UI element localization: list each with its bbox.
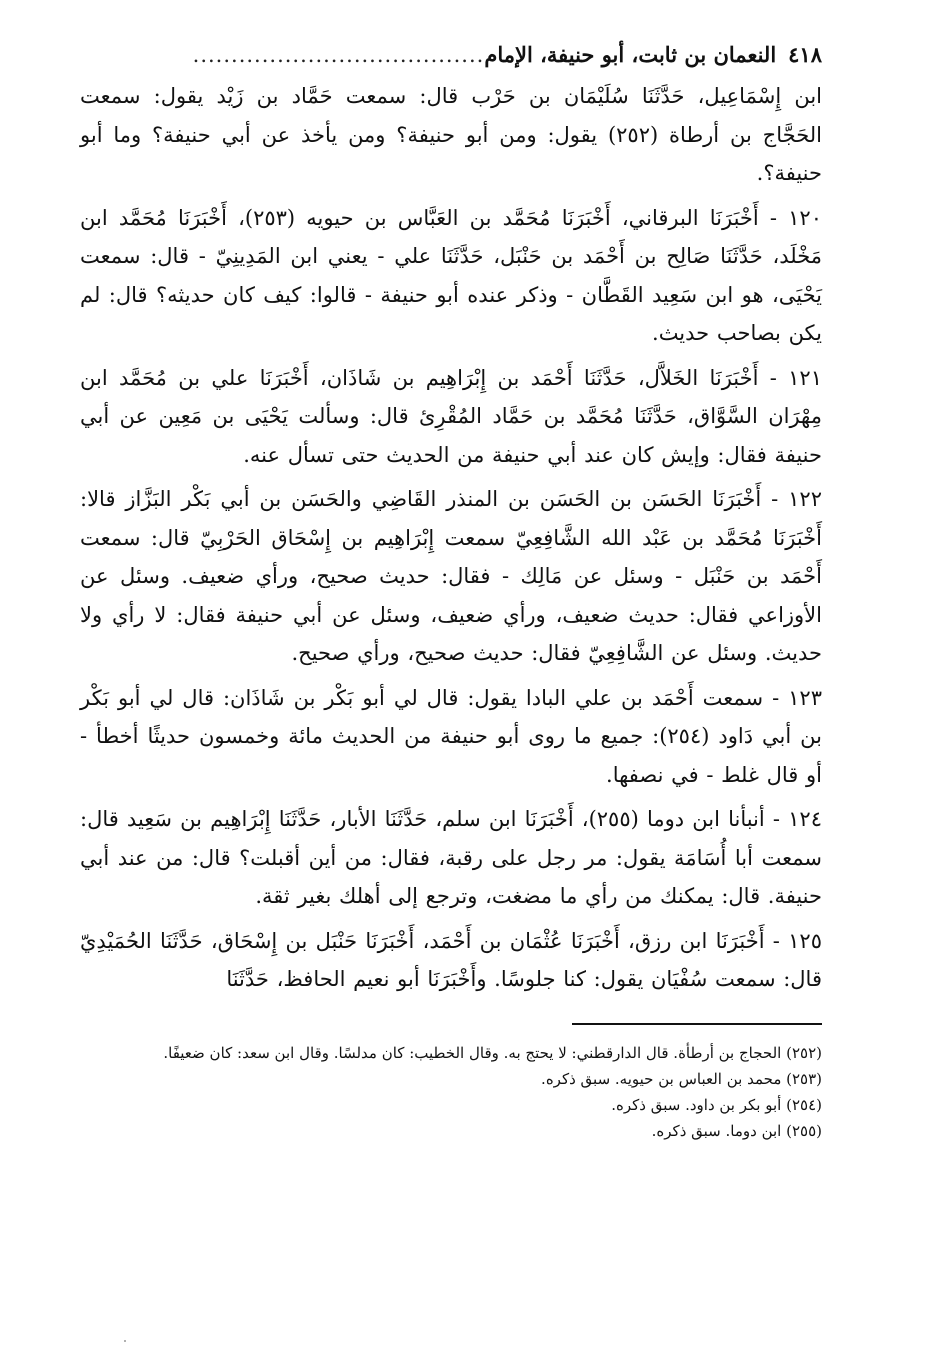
footnote-255: (٢٥٥) ابن دوما. سبق ذكره.: [651, 1121, 822, 1140]
paragraph-121: ١٢١ - أَخْبَرَنَا الخَلاَّل، حَدَّثَنَا أَحْمَد بن إِبْرَاهِيم بن شَاذَان، أَخْبَرَنَا علي بن مُحَمَّد ابن مِهْرَان السَّوَّاق، حَدَّثَنَا مُحَمَّد بن حَمَّاد المُقْرِئ قال: وسألت يَحْيَى بن مَعِين عن أبي حنيفة فقال: وإيش كان عند أبي حنيفة من الحديث حتى تسأل عنه.: [80, 365, 822, 467]
footnote-253: (٢٥٣) محمد بن العباس بن حيويه. سبق ذكره.: [541, 1069, 822, 1088]
running-header: [80, 35, 822, 77]
running-title: النعمان بن ثابت، أبو حنيفة، الإمام: [484, 42, 777, 67]
paragraph-125: ١٢٥ - أَخْبَرَنَا ابن رزق، أَخْبَرَنَا عُثْمَان بن أَحْمَد، أَخْبَرَنَا حَنْبَل بن إِسْحَاق، حَدَّثَنَا الحُمَيْدِيّ قال: سمعت سُفْيَان يقول: كنا جلوسًا. وأَخْبَرَنَا أبو نعيم الحافظ، حَدَّثَنَا: [80, 928, 822, 991]
footnote-252: (٢٥٢) الحجاج بن أرطأة. قال الدارقطني: لا يحتج به. وقال الخطيب: كان مدلسًا. وقال ابن سعد: كان ضعيفًا.: [163, 1043, 822, 1062]
scan-speck: [124, 1340, 126, 1342]
paragraph-124: ١٢٤ - أنبأنا ابن دوما (٢٥٥)، أَخْبَرَنَا ابن سلم، حَدَّثَنَا الأبار، حَدَّثَنَا إِبْرَاهِيم بن سَعِيد قال: سمعت أبا أُسَامَة يقول: مر رجل على رقبة، فقال: من أين أقبلت؟ قال: من عند أبي حنيفة. قال: يمكنك من رأي ما مضغت، وترجع إلى أهلك بغير ثقة.: [80, 807, 822, 908]
main-text: [80, 77, 822, 999]
paragraph-continuation: ابن إِسْمَاعِيل، حَدَّثَنَا سُلَيْمَان بن حَرْب قال: سمعت حَمَّاد بن زَيْد يقول: سمعت الحَجَّاج بن أرطاة (٢٥٢) يقول: ومن أبو حنيفة؟ ومن يأخذ عن أبي حنيفة؟ وما أبو حنيفة؟.: [80, 84, 822, 185]
page-number: ٤١٨: [788, 42, 822, 67]
paragraph-122: ١٢٢ - أَخْبَرَنَا الحَسَن بن الحَسَن بن المنذر القَاضِي والحَسَن بن أبي بَكْر البَزَّاز قالا: أَخْبَرَنَا مُحَمَّد بن عَبْد الله الشَّافِعِيّ سمعت إِبْرَاهِيم بن إِسْحَاق الحَرْبِيّ قال: سمعت أَحْمَد بن حَنْبَل - وسئل عن مَالِك - فقال: حديث صحيح، ورأي ضعيف. وسئل عن الأوزاعي فقال: حديث ضعيف، ورأي ضعيف، وسئل عن أبي حنيفة فقال: لا رأي ولا حديث. وسئل عن الشَّافِعِيّ فقال: حديث صحيح، ورأي صحيح.: [80, 487, 822, 665]
footnotes: [80, 1041, 822, 1143]
paragraph-120: ١٢٠ - أَخْبَرَنَا البرقاني، أَخْبَرَنَا مُحَمَّد بن العَبَّاس بن حيويه (٢٥٣)، أَخْبَرَنَا مُحَمَّد ابن مَخْلَد، حَدَّثَنَا صَالِح بن أَحْمَد بن حَنْبَل، حَدَّثَنَا علي - يعني ابن المَدِينِيّ - قال: سمعت يَحْيَى، هو ابن سَعِيد القَطَّان - وذكر عنده أبو حنيفة - قالوا: كيف كان حديثه؟ قال: لم يكن بصاحب حديث.: [80, 205, 822, 345]
footnote-254: (٢٥٤) أبو بكر بن داود. سبق ذكره.: [611, 1095, 822, 1114]
book-page: [80, 35, 822, 1335]
leader-dots: ......................................: [192, 43, 485, 67]
paragraph-123: ١٢٣ - سمعت أَحْمَد بن علي البادا يقول: قال لي أبو بَكْر بن شَاذَان: قال لي أبو بَكْر بن أبي دَاود (٢٥٤): جميع ما روى أبو حنيفة من الحديث مائة وخمسون حديثًا أخطأ - أو قال غلط - في نصفها.: [80, 685, 822, 787]
footnote-separator: [572, 1023, 822, 1025]
